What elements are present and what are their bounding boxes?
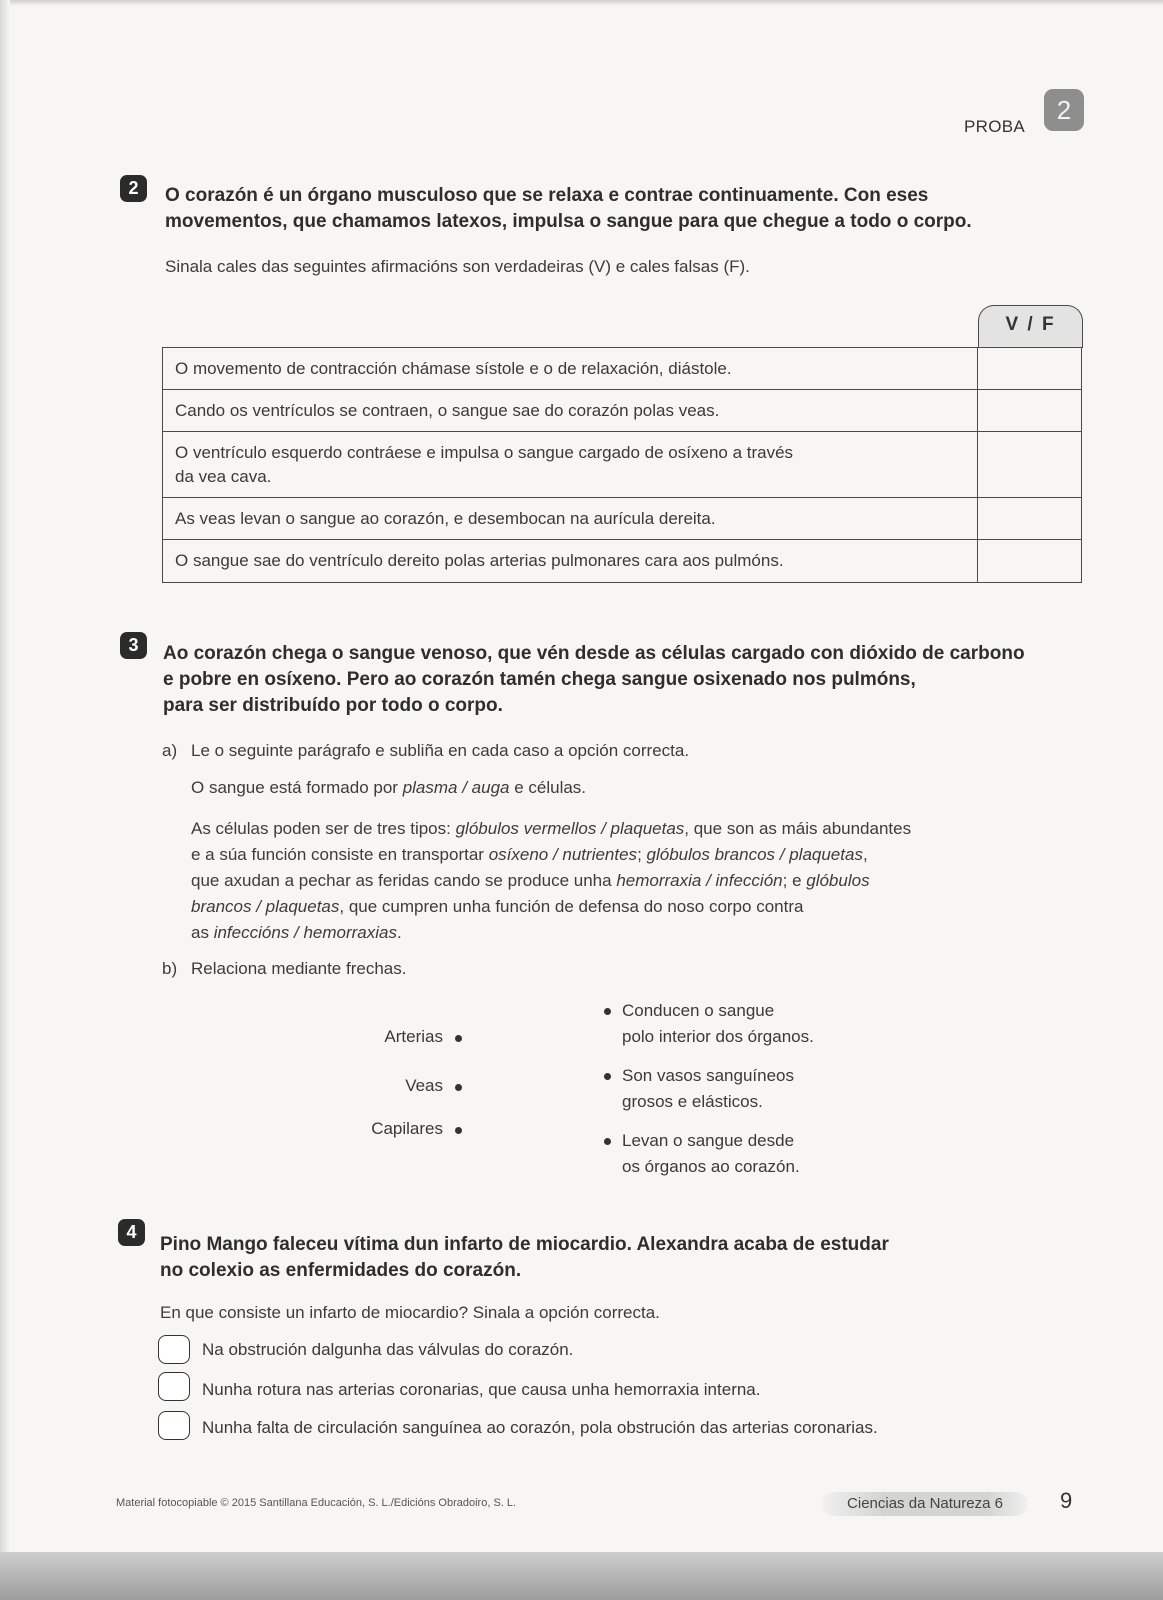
question-number-badge: 2 [120, 175, 147, 202]
option-pair[interactable]: hemorraxia / infección [616, 871, 783, 890]
question-3-title [163, 641, 1025, 719]
header-label: PROBA [964, 117, 1026, 136]
match-bullet[interactable] [455, 1084, 462, 1091]
part-b-marker: b) [162, 959, 178, 978]
match-definition: Conducen o sangue polo interior dos órganos. [622, 1001, 814, 1046]
statement: O ventrículo esquerdo contráese e impulsa o sangue cargado de osíxeno a través da vea cava. [163, 432, 978, 498]
answer-checkbox[interactable] [158, 1372, 190, 1401]
vf-answer-box[interactable] [978, 348, 1082, 390]
option-pair[interactable]: glóbulos vermellos / plaquetas [455, 819, 685, 838]
option-pair[interactable]: infeccións / hemorraxias [213, 923, 397, 942]
question-number-badge: 4 [118, 1219, 145, 1246]
answer-checkbox[interactable] [158, 1335, 190, 1364]
title-line: e pobre en osíxeno. Pero ao corazón tamén chega sangue osixenado nos pulmóns, [163, 669, 916, 690]
page-number: 9 [1060, 1488, 1073, 1513]
match-term-veas: Veas [405, 1076, 443, 1095]
match-term-capilares: Capilares [371, 1119, 443, 1138]
part-a-marker: a) [162, 741, 178, 760]
table-row [163, 498, 1082, 540]
table-row [163, 432, 1082, 498]
table-row [163, 390, 1082, 432]
statement: As veas levan o sangue ao corazón, e desembocan na aurícula dereita. [163, 498, 978, 540]
vf-answer-box[interactable] [978, 390, 1082, 432]
vf-answer-box[interactable] [978, 540, 1082, 583]
answer-checkbox[interactable] [158, 1411, 190, 1440]
header-badge: 2 [1044, 89, 1084, 131]
part-b-instruction: Relaciona mediante frechas. [191, 959, 407, 978]
answer-option-label: Nunha falta de circulación sanguínea ao corazón, pola obstrución das arterias coronarias. [202, 1418, 878, 1437]
answer-option-label: Na obstrución dalgunha das válvulas do corazón. [202, 1340, 574, 1359]
title-line: Ao corazón chega o sangue venoso, que vén desde as células cargado con dióxido de carbono [163, 643, 1025, 664]
option-pair[interactable]: glóbulos brancos / plaquetas [646, 845, 863, 864]
table-row [163, 348, 1082, 390]
question-4-instruction: En que consiste un infarto de miocardio? Sinala a opción correcta. [160, 1303, 660, 1322]
match-bullet[interactable] [604, 1138, 611, 1145]
question-2-instruction: Sinala cales das seguintes afirmacións son verdadeiras (V) e cales falsas (F). [165, 257, 750, 276]
option-pair[interactable]: glóbulos [806, 871, 870, 890]
option-pair[interactable]: plasma / auga [402, 778, 510, 797]
answer-option-label: Nunha rotura nas arterias coronarias, que causa unha hemorraxia interna. [202, 1380, 761, 1399]
match-definition: Son vasos sanguíneos grosos e elásticos. [622, 1066, 795, 1111]
question-number-badge: 3 [120, 632, 147, 659]
page-edge [0, 0, 1163, 6]
vf-answer-box[interactable] [978, 432, 1082, 498]
question-2-title [165, 183, 972, 235]
statement: O sangue sae do ventrículo dereito polas arterias pulmonares cara aos pulmóns. [163, 540, 978, 583]
title-line: O corazón é un órgano musculoso que se relaxa e contrae continuamente. Con eses [165, 185, 929, 206]
statement: Cando os ventrículos se contraen, o sangue sae do corazón polas veas. [163, 390, 978, 432]
match-term-arterias: Arterias [384, 1027, 443, 1046]
option-pair[interactable]: brancos / plaquetas [191, 897, 340, 916]
part-a-instruction: Le o seguinte parágrafo e subliña en cada caso a opción correcta. [191, 741, 690, 760]
match-bullet[interactable] [455, 1127, 462, 1134]
true-false-table [162, 347, 1082, 583]
match-bullet[interactable] [604, 1008, 611, 1015]
vf-column-header: V / F [978, 305, 1083, 348]
question-4-title [160, 1232, 889, 1284]
copyright-notice: Material fotocopiable © 2015 Santillana Educación, S. L./Edicións Obradoiro, S. L. [116, 1497, 517, 1509]
match-bullet[interactable] [604, 1073, 611, 1080]
title-line: para ser distribuído por todo o corpo. [163, 695, 503, 716]
title-line: Pino Mango faleceu vítima dun infarto de miocardio. Alexandra acaba de estudar [160, 1234, 889, 1255]
option-pair[interactable]: osíxeno / nutrientes [488, 845, 638, 864]
subject-label: Ciencias da Natureza 6 [822, 1492, 1028, 1516]
title-line: movementos, que chamamos latexos, impulsa o sangue para que chegue a todo o corpo. [165, 211, 972, 232]
page-edge-left [0, 0, 10, 1600]
match-bullet[interactable] [455, 1035, 462, 1042]
paragraph-cells: As células poden ser de tres tipos: glóbulos vermellos / plaquetas, que son as máis abundantes e a súa función consiste en transportar osíxeno / nutrientes; glóbulos brancos / plaquetas, que axudan a pechar as feridas cando se produce unha hemorraxia / infección; e glóbulos brancos / plaquetas, que cumpren unha función de defensa do noso corpo contra as infeccións / hemorraxias. [191, 819, 912, 942]
title-line: no colexio as enfermidades do corazón. [160, 1260, 522, 1281]
match-definition: Levan o sangue desde os órganos ao corazón. [622, 1131, 800, 1176]
paragraph-plasma: O sangue está formado por plasma / auga e células. [191, 778, 587, 797]
vf-answer-box[interactable] [978, 498, 1082, 540]
table-row [163, 540, 1082, 583]
page-shadow [0, 1552, 1163, 1600]
statement: O movemento de contracción chámase sístole e o de relaxación, diástole. [163, 348, 978, 390]
